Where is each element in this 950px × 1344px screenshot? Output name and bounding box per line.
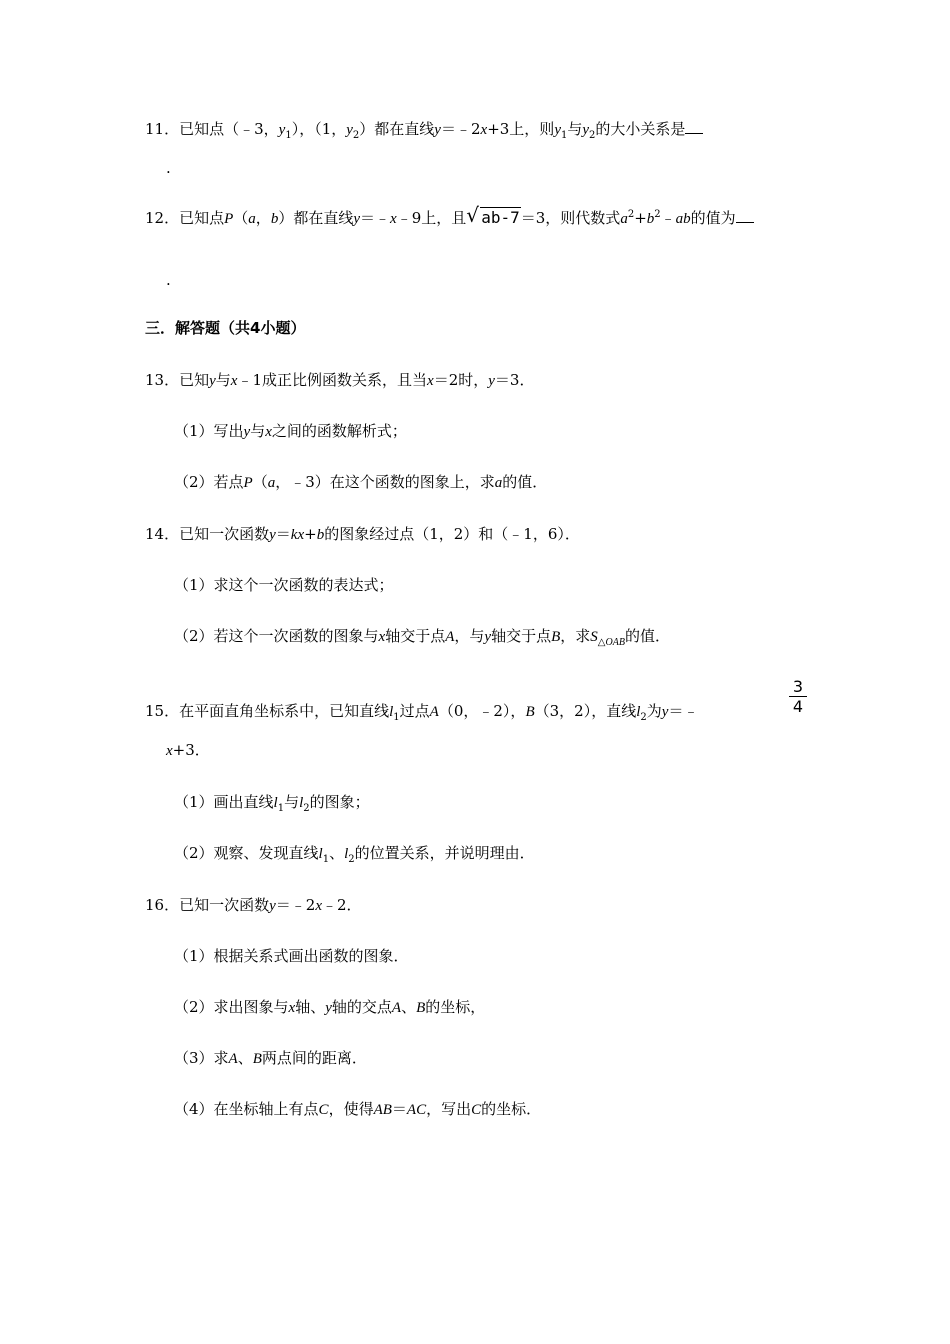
- question-12: 12．已知点P（a，b）都在直线y＝﹣x﹣9上，且 √ ab-7＝3，则代数式$a^2+b^2﹣ab$的值为: [145, 208, 754, 229]
- question-14-part-1: （1）求这个一次函数的表达式；: [174, 576, 394, 594]
- question-13-part-2: （2）若点P（a，﹣3）在这个函数的图象上，求a的值．: [174, 473, 548, 491]
- question-13-part-1: （1）写出y与x之间的函数解析式；: [174, 422, 407, 440]
- question-16: 16．已知一次函数y＝﹣2x﹣2．: [145, 896, 362, 914]
- answer-blank: [736, 208, 754, 223]
- question-number: 13．: [145, 371, 180, 389]
- question-16-part-4: （4）在坐标轴上有点C，使得AB＝AC，写出C的坐标．: [174, 1100, 542, 1118]
- question-15-part-2: （2）观察、发现直线$l_1$、$l_2$的位置关系，并说明理由．: [174, 844, 535, 865]
- question-16-part-1: （1）根据关系式画出函数的图象．: [174, 947, 409, 965]
- question-number: 16．: [145, 896, 180, 914]
- question-14: 14．已知一次函数y＝kx+b的图象经过点（1，2）和（﹣1，6）．: [145, 525, 580, 543]
- answer-blank: [685, 119, 703, 134]
- question-number: 15．: [145, 702, 180, 720]
- square-root: √ ab-7: [466, 203, 520, 227]
- question-number: 11．: [145, 120, 180, 138]
- question-16-part-3: （3）求A、B两点间的距离．: [174, 1049, 367, 1067]
- fraction-three-quarters: $\frac{3}{4}$: [789, 677, 807, 716]
- question-15-continued: x+3．: [166, 741, 210, 759]
- question-15-part-1: （1）画出直线$l_1$与$l_2$的图象；: [174, 793, 370, 814]
- question-number: 12．: [145, 209, 180, 227]
- question-number: 14．: [145, 525, 180, 543]
- question-15: 15．在平面直角坐标系中，已知直线$l_1$过点A（0，﹣2），B（3，2），直线$l_2$为y＝﹣: [145, 702, 699, 723]
- section-heading: 三．解答题（共4小题）: [145, 319, 306, 337]
- question-13: 13．已知y与x﹣1成正比例函数关系，且当x＝2时，y＝3．: [145, 371, 535, 389]
- question-11: 11．已知点（﹣3，$y_1$），（1，$y_2$）都在直线y＝﹣2x+3上，则$y_1$与$y_2$的大小关系是: [145, 119, 703, 140]
- question-11-end: .: [166, 159, 171, 177]
- question-14-part-2: （2）若这个一次函数的图象与x轴交于点A，与y轴交于点B，求$S_{\triangle OAB}$的值．: [174, 627, 670, 648]
- question-16-part-2: （2）求出图象与x轴、y轴的交点A、B的坐标，: [174, 998, 486, 1016]
- question-12-end: .: [166, 271, 171, 289]
